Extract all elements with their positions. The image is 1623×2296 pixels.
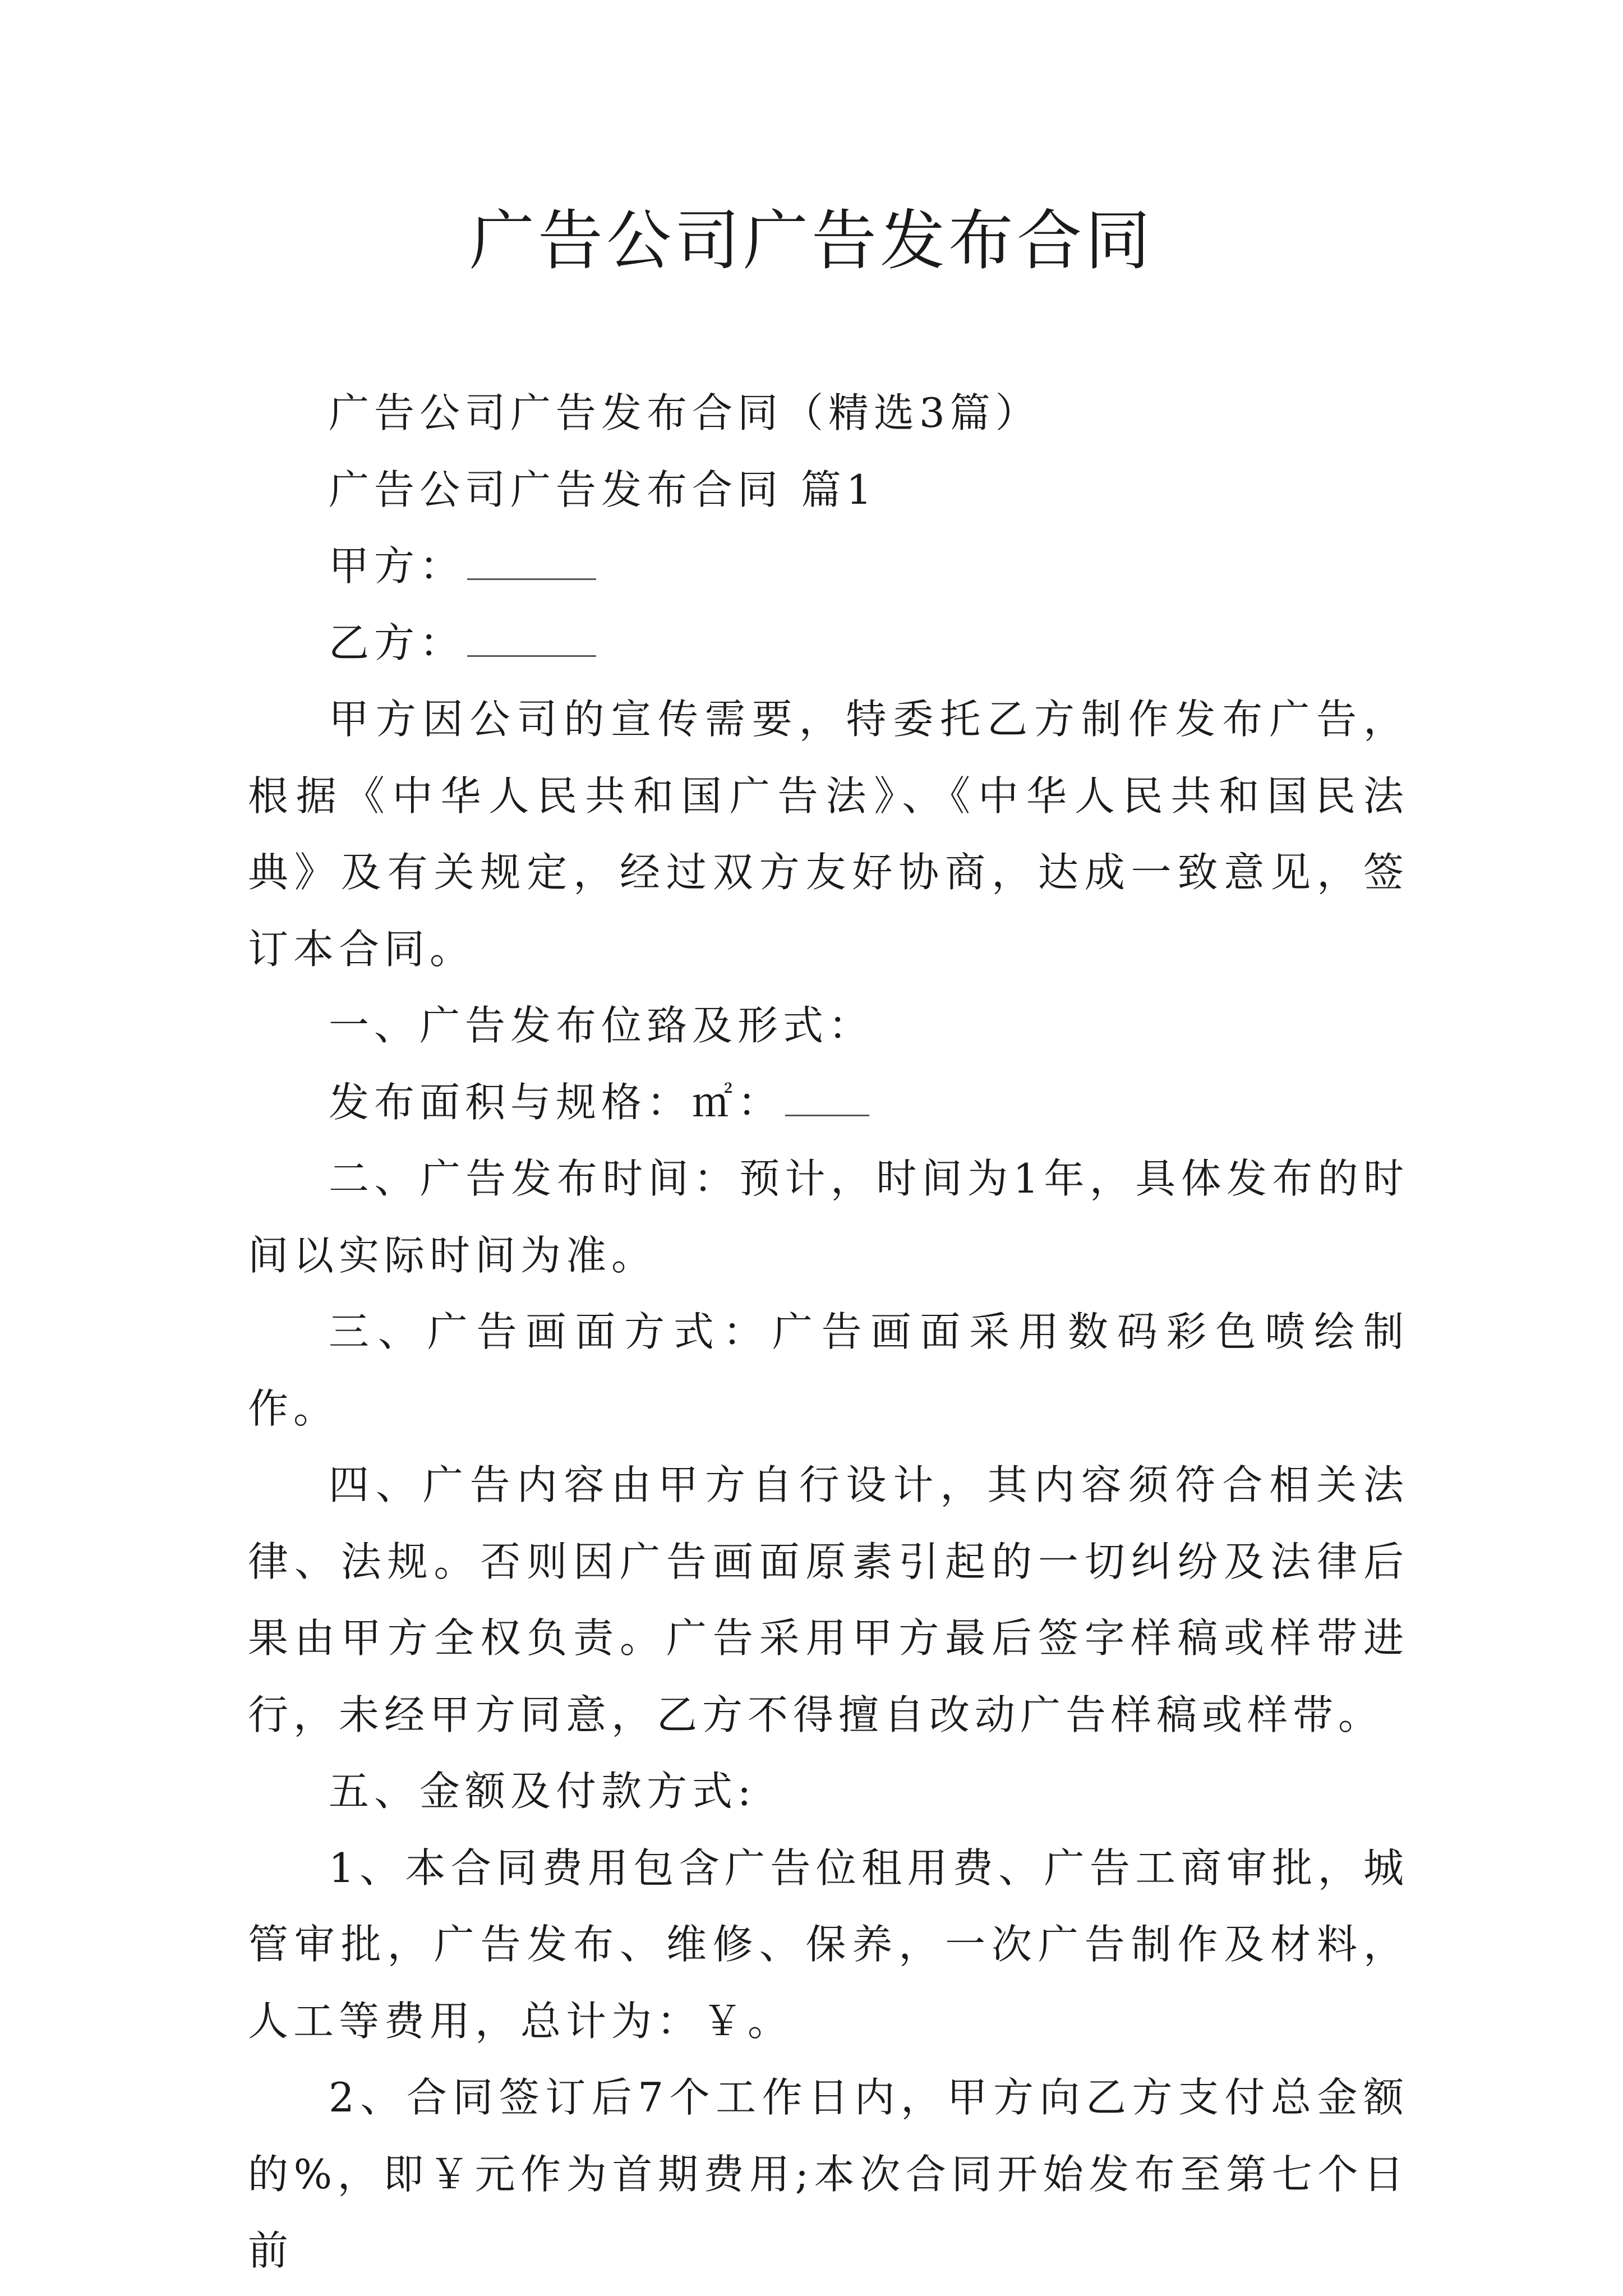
document-subtitle: 广告公司广告发布合同（精选3篇） xyxy=(329,389,1041,436)
document-title: 广告公司广告发布合同 xyxy=(469,203,1154,279)
area-blank xyxy=(785,1092,869,1116)
party-a-blank xyxy=(467,556,596,580)
area-line xyxy=(248,1064,1409,1141)
clause-4: 四、广告内容由甲方自行设计，其内容须符合相关法律、法规。否则因广告画面原素引起的一切纠纷及法律后果由甲方全权负责。广告采用甲方最后签字样稿或样带进行，未经甲方同意，乙方不得擅自改动广告样稿或样带。 xyxy=(248,1461,1409,1738)
intro-paragraph: 甲方因公司的宣传需要，特委托乙方制作发布广告，根据《中华人民共和国广告法》、《中华人民共和国民法典》及有关规定，经过双方友好协商，达成一致意见，签订本合同。 xyxy=(248,696,1409,973)
clause-2: 二、广告发布时间：预计，时间为1年，具体发布的时间以实际时间为准。 xyxy=(248,1155,1409,1279)
clause-1-heading: 一、广告发布位臵及形式： xyxy=(329,1002,874,1049)
clause-5-1: 1、本合同费用包含广告位租用费、广告工商审批，城管审批，广告发布、维修、保养，一次广告制作及材料，人工等费用，总计为：￥。 xyxy=(248,1844,1409,2045)
party-a-label: 甲方： xyxy=(329,542,465,590)
area-label: 发布面积与规格：㎡： xyxy=(329,1078,783,1126)
clause-5-2: 2、合同签订后7个工作日内，甲方向乙方支付总金额的%，即￥元作为首期费用;本次合同开始发布至第七个日前 xyxy=(248,2074,1409,2274)
clause-3: 三、广告画面方式：广告画面采用数码彩色喷绘制作。 xyxy=(248,1308,1409,1432)
party-b-label: 乙方： xyxy=(329,619,465,666)
section-heading: 广告公司广告发布合同 篇1 xyxy=(329,466,877,513)
document-body xyxy=(248,375,1409,2289)
party-b-line xyxy=(248,605,1409,682)
party-a-line xyxy=(248,528,1409,605)
clause-5-heading: 五、金额及付款方式: xyxy=(329,1768,757,1815)
party-b-blank xyxy=(467,633,596,657)
